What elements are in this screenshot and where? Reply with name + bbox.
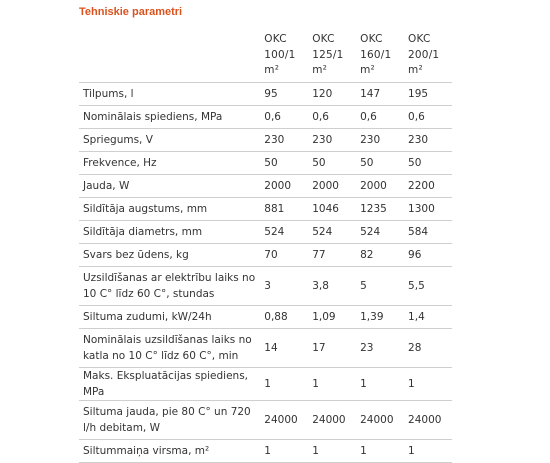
cell-value: 230	[408, 134, 429, 146]
cell-value: 24000	[408, 414, 442, 426]
table-row	[79, 129, 452, 152]
cell-value: 70	[264, 249, 278, 261]
cell-value: 1	[408, 378, 415, 390]
row-label: Sildītāja augstums, mm	[83, 203, 208, 215]
cell-value: 50	[312, 157, 326, 169]
cell-value: 1300	[408, 203, 435, 215]
table-header-row	[79, 30, 452, 83]
row-label: Svars bez ūdens, kg	[83, 249, 189, 261]
row-label: Siltuma jauda, pie 80 C° un 720 l/h debitam, W	[83, 406, 251, 434]
cell-value: 23	[360, 342, 374, 354]
table-row	[79, 221, 452, 244]
row-label: Maks. Ekspluatācijas spiediens, MPa	[83, 370, 248, 398]
cell-value: 5,5	[408, 280, 425, 292]
row-label: Jauda, W	[83, 180, 130, 192]
cell-value: 5	[360, 280, 367, 292]
table-row	[79, 401, 452, 440]
cell-value: 0,6	[360, 111, 377, 123]
cell-value: 28	[408, 342, 422, 354]
cell-value: 1,4	[408, 311, 425, 323]
table-row	[79, 329, 452, 368]
cell-value: 0,6	[264, 111, 281, 123]
table-row	[79, 175, 452, 198]
table-row	[79, 152, 452, 175]
cell-value: 1	[312, 445, 319, 457]
cell-value: 881	[264, 203, 285, 215]
table-row	[79, 306, 452, 329]
cell-value: 524	[264, 226, 285, 238]
cell-value: 1,39	[360, 311, 384, 323]
cell-value: 1	[360, 445, 367, 457]
technical-parameters-table	[79, 30, 452, 463]
column-header: OKC 200/1 m²	[408, 33, 440, 76]
cell-value: 230	[264, 134, 285, 146]
cell-value: 2000	[360, 180, 387, 192]
table-row	[79, 440, 452, 463]
table-row	[79, 368, 452, 401]
cell-value: 96	[408, 249, 422, 261]
cell-value: 2200	[408, 180, 435, 192]
cell-value: 2000	[264, 180, 292, 192]
cell-value: 230	[312, 134, 333, 146]
cell-value: 50	[408, 157, 422, 169]
cell-value: 1,09	[312, 311, 336, 323]
header-label-column	[79, 30, 260, 83]
cell-value: 1	[408, 445, 415, 457]
row-label: Nominālais uzsildīšanas laiks no katla no 10 C° līdz 60 C°, min	[83, 334, 252, 362]
cell-value: 1235	[360, 203, 387, 215]
table-row	[79, 83, 452, 106]
row-label: Sildītāja diametrs, mm	[83, 226, 203, 238]
cell-value: 524	[312, 226, 333, 238]
table-row	[79, 198, 452, 221]
cell-value: 50	[264, 157, 278, 169]
page-title: Tehniskie parametri	[79, 6, 183, 18]
cell-value: 0,6	[408, 111, 425, 123]
cell-value: 524	[360, 226, 381, 238]
cell-value: 1	[360, 378, 367, 390]
cell-value: 82	[360, 249, 374, 261]
cell-value: 584	[408, 226, 429, 238]
cell-value: 3,8	[312, 280, 329, 292]
cell-value: 0,6	[312, 111, 329, 123]
column-header: OKC 160/1 m²	[360, 33, 392, 76]
row-label: Spriegums, V	[83, 134, 153, 146]
cell-value: 1	[264, 445, 271, 457]
cell-value: 147	[360, 88, 381, 100]
cell-value: 24000	[312, 414, 346, 426]
table-row	[79, 106, 452, 129]
cell-value: 0,88	[264, 311, 288, 323]
row-label: Nominālais spiediens, MPa	[83, 111, 223, 123]
row-label: Siltuma zudumi, kW/24h	[83, 311, 212, 323]
cell-value: 1	[312, 378, 319, 390]
cell-value: 1	[264, 378, 271, 390]
cell-value: 77	[312, 249, 326, 261]
row-label: Tilpums, l	[83, 88, 134, 100]
cell-value: 2000	[312, 180, 339, 192]
cell-value: 50	[360, 157, 374, 169]
row-label: Siltummaiņa virsma, m²	[83, 445, 210, 457]
cell-value: 120	[312, 88, 333, 100]
cell-value: 24000	[264, 414, 298, 426]
cell-value: 1046	[312, 203, 339, 215]
table-row	[79, 267, 452, 306]
column-header: OKC 125/1 m²	[312, 33, 344, 76]
column-header: OKC 100/1 m²	[264, 33, 296, 76]
cell-value: 24000	[360, 414, 394, 426]
row-label: Frekvence, Hz	[83, 157, 157, 169]
cell-value: 17	[312, 342, 326, 354]
cell-value: 3	[264, 280, 271, 292]
table-row	[79, 244, 452, 267]
cell-value: 195	[408, 88, 429, 100]
cell-value: 230	[360, 134, 381, 146]
row-label: Uzsildīšanas ar elektrību laiks no 10 C° līdz 60 C°, stundas	[83, 272, 256, 300]
cell-value: 14	[264, 342, 278, 354]
cell-value: 95	[264, 88, 278, 100]
